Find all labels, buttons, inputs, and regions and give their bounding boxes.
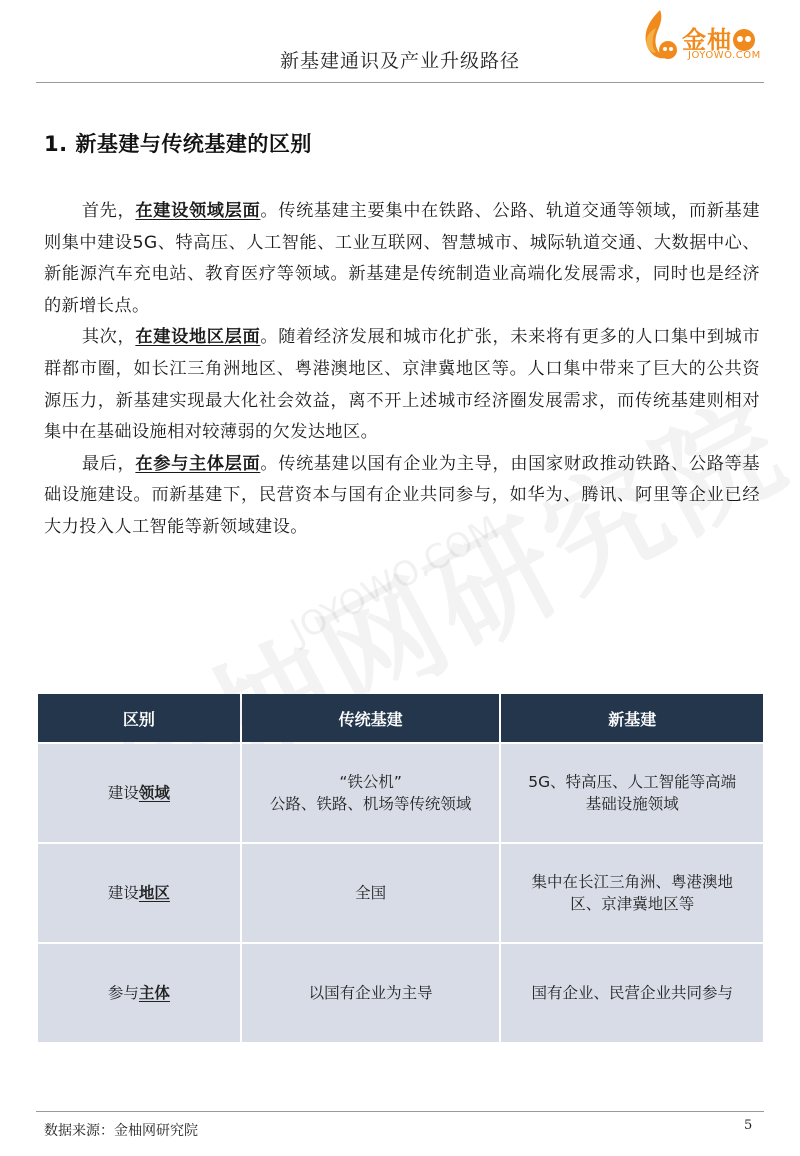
paragraph-participants — [44, 449, 760, 544]
row-label-prefix: 建设 — [107, 784, 139, 802]
table-header-row — [38, 694, 763, 742]
brand-logo — [638, 6, 788, 66]
row-label-prefix: 建设 — [107, 884, 139, 902]
cell-line: 国有企业、民营企业共同参与 — [531, 984, 733, 1002]
traditional-cell — [242, 744, 500, 842]
footer-source: 数据来源：金柚网研究院 — [44, 1123, 198, 1139]
paragraph-body: 。传统基建主要集中在铁路、公路、轨道交通等领域，而新基建则集中建设5G、特高压、人工智能、工业互联网、智慧城市、城际轨道交通、大数据中心、新能源汽车充电站、教育医疗等领域。新基建是传统制造业高端化发展需求，同时也是经济的新增长点。 — [44, 201, 760, 316]
paragraph-lead: 首先， — [81, 201, 136, 221]
footer-divider — [36, 1111, 764, 1112]
logo-name: 金柚 — [682, 20, 755, 55]
paragraph-region — [44, 322, 760, 448]
table-header-cell: 传统基建 — [242, 694, 500, 742]
row-label-cell — [38, 744, 240, 842]
document-header-title: 新基建通识及产业升级路径 — [279, 50, 520, 72]
cell-line: 5G、特高压、人工智能等高端 — [528, 773, 737, 791]
paragraph-domain — [44, 196, 760, 322]
body-text — [44, 196, 760, 544]
table-header-cell: 区别 — [38, 694, 240, 742]
table-row — [38, 844, 763, 942]
cell-line: 区、京津冀地区等 — [570, 895, 695, 913]
paragraph-keyword: 在参与主体层面 — [135, 453, 261, 474]
paragraph-lead: 最后， — [81, 453, 136, 474]
cell-line: 全国 — [355, 884, 387, 902]
logo-mark-icon — [638, 6, 682, 64]
row-label-keyword: 领域 — [138, 784, 170, 802]
page-number: 5 — [744, 1118, 753, 1133]
table-header-cell: 新基建 — [501, 694, 763, 742]
paragraph-keyword: 在建设地区层面 — [135, 327, 261, 348]
traditional-cell — [242, 944, 500, 1042]
logo-url: JOYOWO.COM — [688, 50, 761, 61]
comparison-table — [36, 692, 765, 1044]
paragraph-lead: 其次， — [81, 327, 136, 348]
table-row — [38, 944, 763, 1042]
paragraph-body: 。传统基建以国有企业为主导，由国家财政推动铁路、公路等基础设施建设。而新基建下，民营资本与国有企业共同参与，如华为、腾讯、阿里等企业已经大力投入人工智能等新领域建设。 — [44, 453, 760, 537]
traditional-cell — [242, 844, 500, 942]
cell-line: “铁公机” — [339, 773, 402, 791]
section-heading: 1. 新基建与传统基建的区别 — [44, 132, 312, 156]
watermark-url: JOYOWO.COM — [284, 508, 507, 652]
cell-line: 基础设施领域 — [585, 795, 679, 813]
paragraph-keyword: 在建设领域层面 — [135, 201, 261, 221]
paragraph-body: 。随着经济发展和城市化扩张，未来将有更多的人口集中到城市群都市圈，如长江三角洲地区、粤港澳地区、京津冀地区等。人口集中带来了巨大的公共资源压力，新基建实现最大化社会效益，离不开上述城市经济圈发展需求，而传统基建则相对集中在基础设施相对较薄弱的欠发达地区。 — [44, 327, 760, 443]
cell-line: 以国有企业为主导 — [308, 984, 433, 1002]
new-infra-cell — [501, 744, 763, 842]
new-infra-cell — [501, 844, 763, 942]
row-label-keyword: 地区 — [138, 884, 170, 902]
header-divider — [36, 82, 764, 83]
cell-line: 集中在长江三角洲、粤港澳地 — [531, 873, 733, 891]
cell-line: 公路、铁路、机场等传统领域 — [269, 795, 472, 813]
row-label-cell — [38, 844, 240, 942]
table-row — [38, 744, 763, 842]
row-label-keyword: 主体 — [138, 984, 170, 1002]
row-label-cell — [38, 944, 240, 1042]
new-infra-cell — [501, 944, 763, 1042]
logo-face-icon — [733, 29, 755, 51]
row-label-prefix: 参与 — [107, 984, 139, 1002]
